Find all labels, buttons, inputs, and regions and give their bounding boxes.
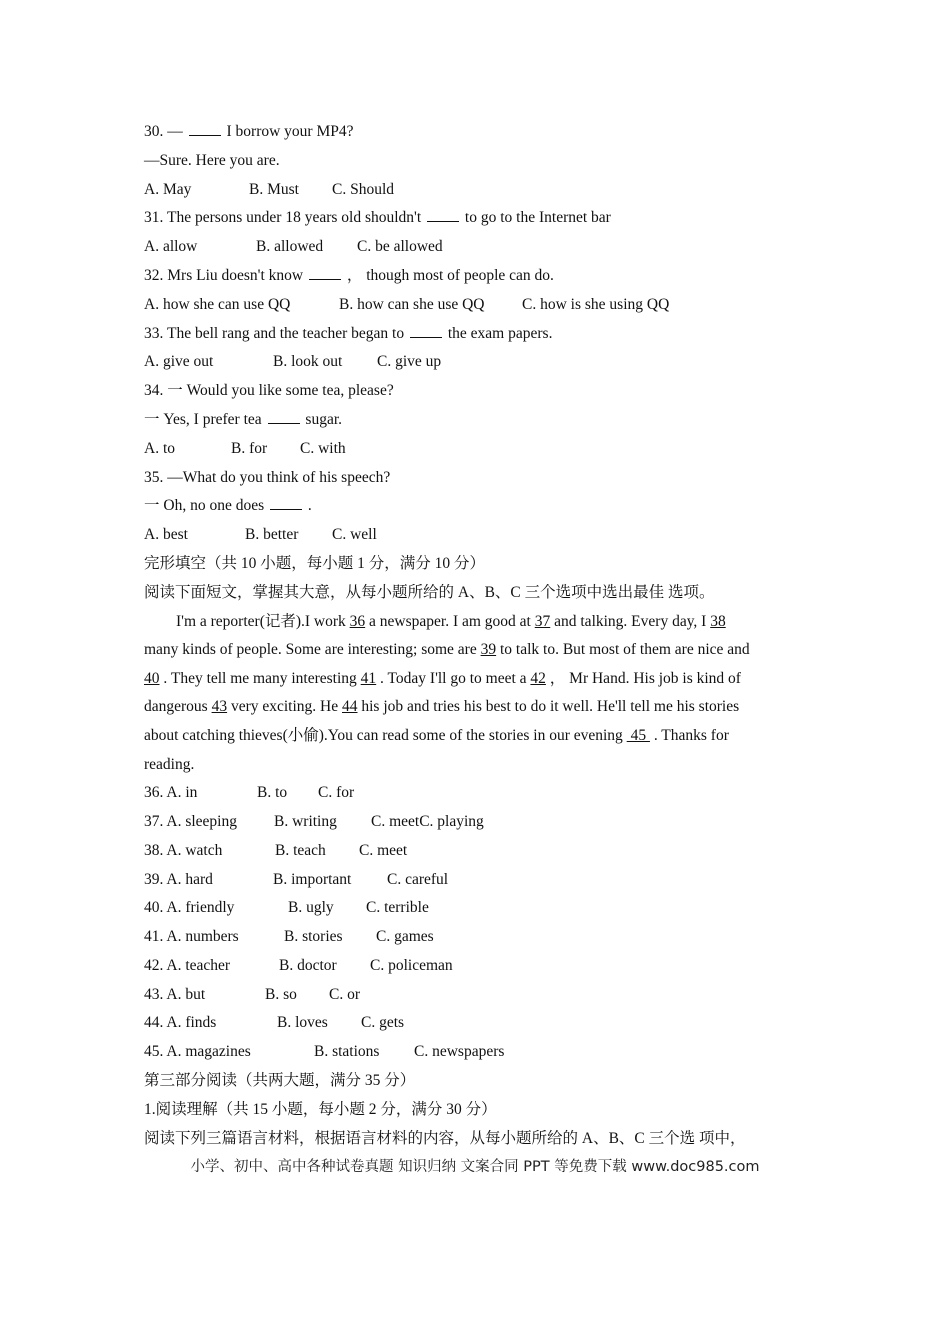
option-c: C. games (376, 928, 434, 946)
passage-text: his job and tries his best to do it well. He'll tell me his stories (357, 698, 740, 716)
passage-text: many kinds of people. Some are interesting; some are (144, 641, 481, 659)
answer-blank (309, 264, 341, 280)
passage-text: to talk to. But most of them are nice and (496, 641, 750, 659)
option-a: A. give out (144, 353, 214, 371)
q34-suffix: sugar. (305, 410, 342, 428)
q33-prefix: 33. The bell rang and the teacher began to (144, 324, 405, 342)
blank-36: 36 (349, 612, 366, 630)
option-b: B. Must (249, 180, 299, 198)
passage-line (144, 693, 804, 722)
option-c: C. gets (361, 1014, 405, 1032)
q32-prefix: 32. Mrs Liu doesn't know (144, 266, 304, 284)
part3-subtitle: 1.阅读理解（共 15 小题，每小题 2 分，满分 30 分） (144, 1100, 497, 1118)
option-a: A. how she can use QQ (144, 295, 291, 313)
option-c: C. with (300, 439, 346, 457)
cloze-passage (144, 608, 804, 780)
passage-text: I'm a reporter(记者).I work (176, 612, 350, 630)
option-c: C. careful (387, 870, 449, 888)
blank-42: 42 (530, 669, 546, 687)
answer-blank (189, 120, 221, 136)
blank-44: 44 (342, 698, 358, 716)
options-37 (144, 808, 804, 837)
q30-reply: —Sure. Here you are. (144, 151, 280, 169)
options-44 (144, 1009, 804, 1038)
options-40 (144, 894, 804, 923)
q31-prefix: 31. The persons under 18 years old shouldn't (144, 209, 422, 227)
blank-45: 45 (626, 726, 650, 744)
options-42 (144, 952, 804, 981)
option-a: 36. A. in (144, 784, 198, 802)
option-c: C. be allowed (357, 238, 443, 256)
passage-text: ， Mr Hand. His job is kind of (545, 669, 741, 687)
option-a: 40. A. friendly (144, 899, 235, 917)
blank-43: 43 (211, 698, 228, 716)
question-35: 35. —What do you think of his speech? (144, 468, 391, 486)
options-41 (144, 923, 804, 952)
question-34: 34. 一 Would you like some tea, please? (144, 382, 394, 400)
passage-line (144, 722, 804, 751)
option-a: 43. A. but (144, 985, 206, 1003)
option-b: B. ugly (288, 899, 334, 917)
options-39 (144, 866, 804, 895)
answer-blank (410, 322, 442, 338)
option-a: 42. A. teacher (144, 956, 231, 974)
option-b: B. look out (273, 353, 343, 371)
option-b: B. writing (274, 812, 337, 830)
answer-blank (427, 206, 459, 222)
option-a: A. allow (144, 238, 198, 256)
exam-page (144, 118, 804, 1153)
option-c: C. give up (377, 353, 442, 371)
option-b: B. for (231, 439, 268, 457)
option-b: B. important (273, 870, 352, 888)
question-30 (144, 118, 804, 147)
option-b: B. so (265, 985, 297, 1003)
passage-text: about catching thieves(小偷).You can read some of the stories in our evening (144, 726, 627, 744)
cloze-section-title: 完形填空（共 10 小题，每小题 1 分，满分 10 分） (144, 554, 486, 572)
part3-title: 第三部分阅读（共两大题，满分 35 分） (144, 1072, 416, 1090)
q34-reply (144, 406, 804, 435)
passage-line (144, 665, 804, 694)
options-38 (144, 837, 804, 866)
option-c: C. newspapers (414, 1043, 505, 1061)
option-c: C. meet (359, 841, 408, 859)
option-c: C. for (318, 784, 355, 802)
answer-blank (270, 494, 302, 510)
option-b: B. stories (284, 928, 343, 946)
option-c: C. terrible (366, 899, 429, 917)
option-c: C. playing (419, 812, 484, 830)
option-a: 41. A. numbers (144, 928, 239, 946)
option-b: B. teach (275, 841, 326, 859)
q35-reply (144, 492, 804, 521)
q35-options (144, 521, 804, 550)
options-45 (144, 1038, 804, 1067)
q30-suffix: I borrow your MP4? (226, 123, 354, 140)
option-b: B. to (257, 784, 288, 802)
passage-line (144, 608, 804, 637)
option-c: C. meet (371, 812, 420, 830)
blank-39: 39 (480, 641, 497, 659)
question-33 (144, 320, 804, 349)
blank-37: 37 (534, 612, 551, 630)
q34-prefix: 一 Yes, I prefer tea (144, 410, 262, 428)
option-a: 44. A. finds (144, 1014, 217, 1032)
option-a: 37. A. sleeping (144, 812, 237, 830)
option-b: B. how can she use QQ (339, 295, 485, 313)
passage-text: dangerous (144, 698, 212, 716)
option-c: C. how is she using QQ (522, 295, 670, 313)
option-b: B. allowed (256, 238, 324, 256)
blank-38: 38 (710, 612, 726, 630)
options-43 (144, 981, 804, 1010)
q34-options (144, 435, 804, 464)
q33-suffix: the exam papers. (447, 324, 553, 342)
blank-40: 40 (144, 669, 160, 687)
q32-options (144, 291, 804, 320)
passage-line (144, 636, 804, 665)
option-c: C. Should (332, 180, 395, 198)
blank-41: 41 (360, 669, 377, 687)
passage-text: . Thanks for (649, 726, 729, 744)
option-a: A. to (144, 439, 175, 457)
q31-options (144, 233, 804, 262)
q35-suffix: . (307, 497, 312, 515)
answer-blank (268, 408, 300, 424)
part3-instruction: 阅读下列三篇语言材料，根据语言材料的内容，从每小题所给的 A、B、C 三个选 项中， (144, 1129, 746, 1147)
option-b: B. stations (314, 1043, 380, 1061)
passage-text: and talking. Every day, I (550, 612, 711, 630)
option-c: C. or (329, 985, 360, 1003)
option-b: B. better (245, 526, 299, 544)
question-31 (144, 204, 804, 233)
option-c: C. policeman (370, 956, 453, 974)
option-a: 39. A. hard (144, 870, 213, 888)
option-a: 45. A. magazines (144, 1043, 251, 1061)
cloze-instruction: 阅读下面短文，掌握其大意，从每小题所给的 A、B、C 三个选项中选出最佳 选项。 (144, 583, 715, 601)
option-a: A. best (144, 526, 188, 544)
q33-options (144, 348, 804, 377)
option-a: 38. A. watch (144, 841, 223, 859)
option-c: C. well (332, 526, 377, 544)
option-b: B. loves (277, 1014, 328, 1032)
q30-options (144, 176, 804, 205)
passage-line: reading. (144, 755, 195, 773)
q35-prefix: 一 Oh, no one does (144, 497, 265, 515)
option-a: A. May (144, 180, 192, 198)
q30-prefix: 30. — (144, 123, 183, 140)
option-b: B. doctor (279, 956, 337, 974)
page-footer: 小学、初中、高中各种试卷真题 知识归纳 文案合同 PPT 等免费下载 www.doc985.com (190, 1159, 760, 1175)
passage-text: a newspaper. I am good at (365, 612, 535, 630)
q31-suffix: to go to the Internet bar (464, 209, 611, 227)
options-36 (144, 779, 804, 808)
question-32 (144, 262, 804, 291)
q32-suffix: ， though most of people can do. (346, 266, 554, 284)
passage-text: . Today I'll go to meet a (376, 669, 531, 687)
passage-text: . They tell me many interesting (159, 669, 361, 687)
passage-text: very exciting. He (227, 698, 342, 716)
